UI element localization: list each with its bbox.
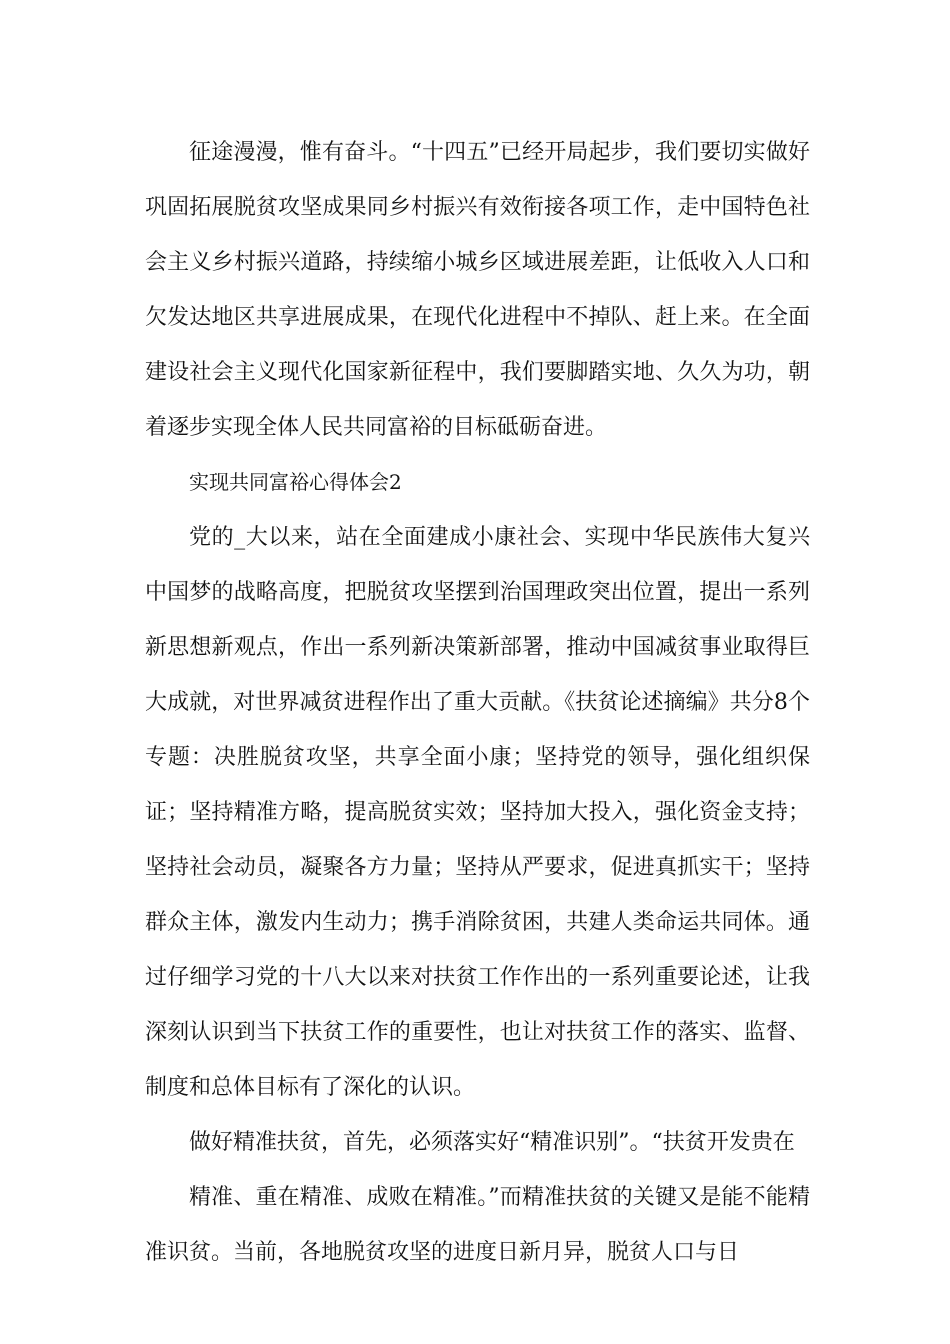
paragraph-3: 做好精准扶贫，首先，必须落实好“精准识别”。“扶贫开发贵在 (189, 1130, 795, 1155)
paragraph-4: 精准、重在精准、成败在精准。”而精准扶贫的关键又是能不能精准识贫。当前，各地脱贫攻坚的进度日新月异，脱贫人口与日 (145, 1185, 810, 1265)
paragraph-1: 征途漫漫，惟有奋斗。“十四五”已经开局起步，我们要切实做好巩固拓展脱贫攻坚成果同乡村振兴有效衔接各项工作，走中国特色社会主义乡村振兴道路，持续缩小城乡区域进展差距，让低收入人口和欠发达地区共享进展成果，在现代化进程中不掉队、赶上来。在全面建设社会主义现代化国家新征程中，我们要脚踏实地、久久为功，朝着逐步实现全体人民共同富裕的目标砥砺奋进。 (145, 140, 810, 440)
paragraph-2: 党的_大以来，站在全面建成小康社会、实现中华民族伟大复兴中国梦的战略高度，把脱贫攻坚摆到治国理政突出位置，提出一系列新思想新观点，作出一系列新决策新部署，推动中国减贫事业取得巨大成就，对世界减贫进程作出了重大贡献。《扶贫论述摘编》共分8个专题：决胜脱贫攻坚，共享全面小康；坚持党的领导，强化组织保证；坚持精准方略，提高脱贫实效；坚持加大投入，强化资金支持；坚持社会动员，凝聚各方力量；坚持从严要求，促进真抓实干；坚持群众主体，激发内生动力；携手消除贫困，共建人类命运共同体。通过仔细学习党的十八大以来对扶贫工作作出的一系列重要论述，让我深刻认识到当下扶贫工作的重要性，也让对扶贫工作的落实、监督、制度和总体目标有了深化的认识。 (145, 525, 810, 1100)
section-heading: 实现共同富裕心得体会2 (189, 470, 402, 494)
document-body (145, 125, 810, 1280)
